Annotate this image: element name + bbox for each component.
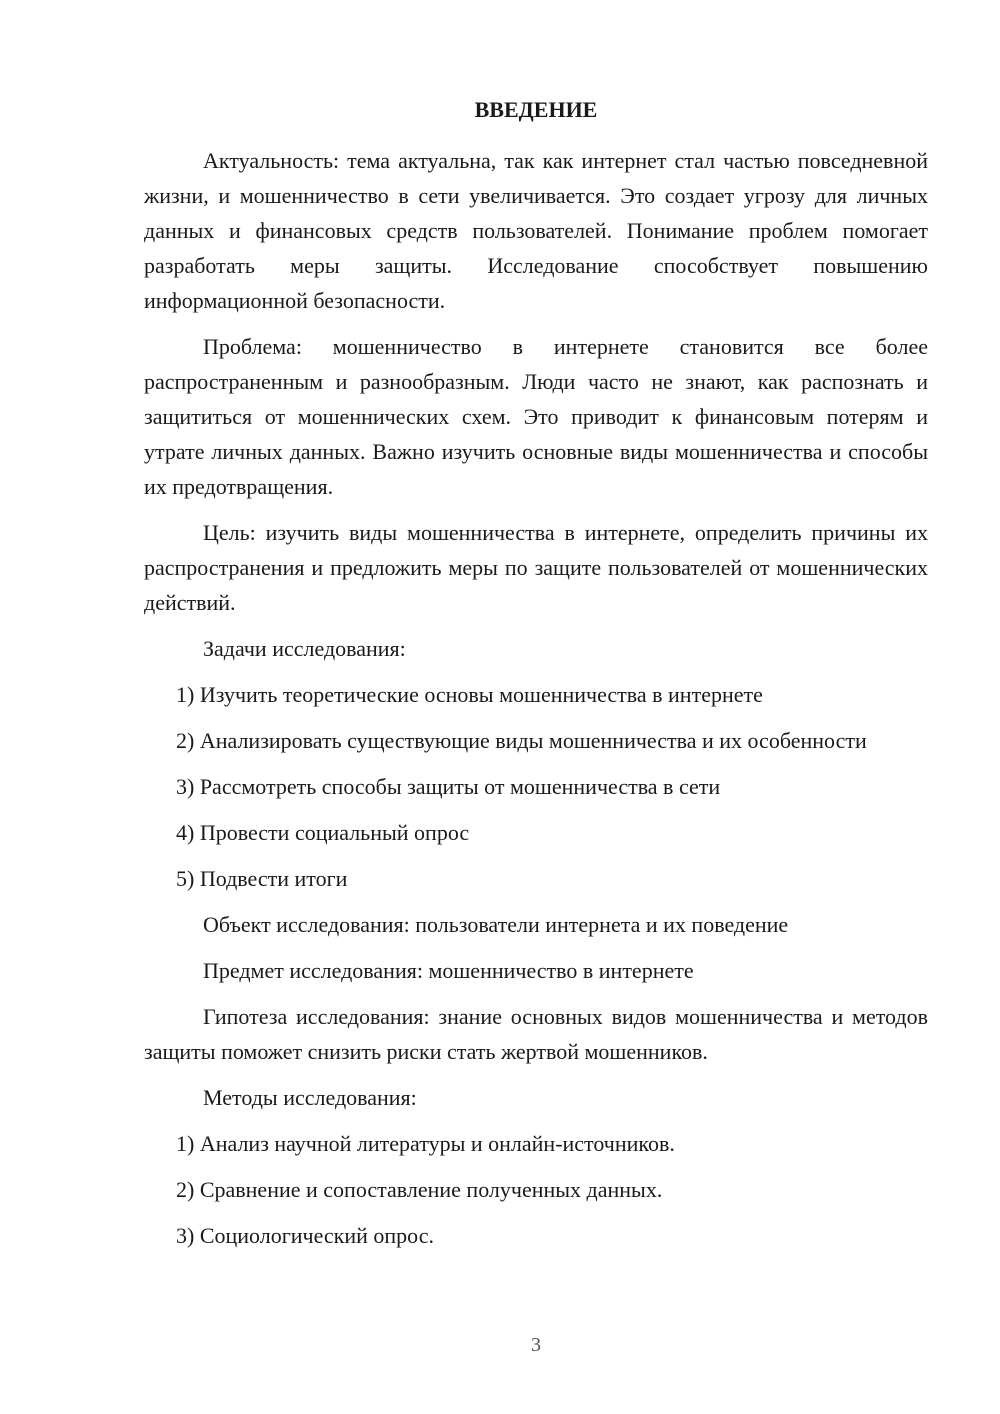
relevance-paragraph: Актуальность: тема актуальна, так как интернет стал частью повседневной жизни, и мошенничество в сети увеличивается. Это создает угрозу для личных данных и финансовых средств пользователей. Понимание проблем помогает разработать меры защиты. Исследование способствует повышению информационной безопасности. (144, 148, 928, 313)
method-item-2: 2) Сравнение и сопоставление полученных данных. (176, 1177, 663, 1202)
page-title: ВВЕДЕНИЕ (474, 97, 598, 122)
page-content (144, 143, 928, 1264)
research-object: Объект исследования: пользователи интернета и их поведение (203, 912, 789, 937)
problem-paragraph: Проблема: мошенничество в интернете становится все более распространенным и разнообразным. Люди часто не знают, как распознать и защититься от мошеннических схем. Это приводит к финансовым потерям и утрате личных данных. Важно изучить основные виды мошенничества и способы их предотвращения. (144, 334, 928, 499)
task-item-4: 4) Провести социальный опрос (176, 820, 470, 845)
method-item-1: 1) Анализ научной литературы и онлайн-источников. (176, 1131, 675, 1156)
task-item-1: 1) Изучить теоретические основы мошенничества в интернете (176, 682, 763, 707)
method-item-3: 3) Социологический опрос. (176, 1223, 434, 1248)
page-number: 3 (531, 1334, 541, 1356)
methods-heading: Методы исследования: (203, 1085, 417, 1110)
research-subject: Предмет исследования: мошенничество в интернете (203, 958, 694, 983)
goal-paragraph: Цель: изучить виды мошенничества в интернете, определить причины их распространения и предложить меры по защите пользователей от мошеннических действий. (144, 520, 928, 615)
task-item-2: 2) Анализировать существующие виды мошенничества и их особенности (176, 728, 867, 753)
tasks-heading: Задачи исследования: (203, 636, 406, 661)
task-item-3: 3) Рассмотреть способы защиты от мошенничества в сети (176, 774, 721, 799)
task-item-5: 5) Подвести итоги (176, 866, 348, 891)
hypothesis-paragraph: Гипотеза исследования: знание основных видов мошенничества и методов защиты поможет снизить риски стать жертвой мошенников. (144, 1004, 928, 1064)
